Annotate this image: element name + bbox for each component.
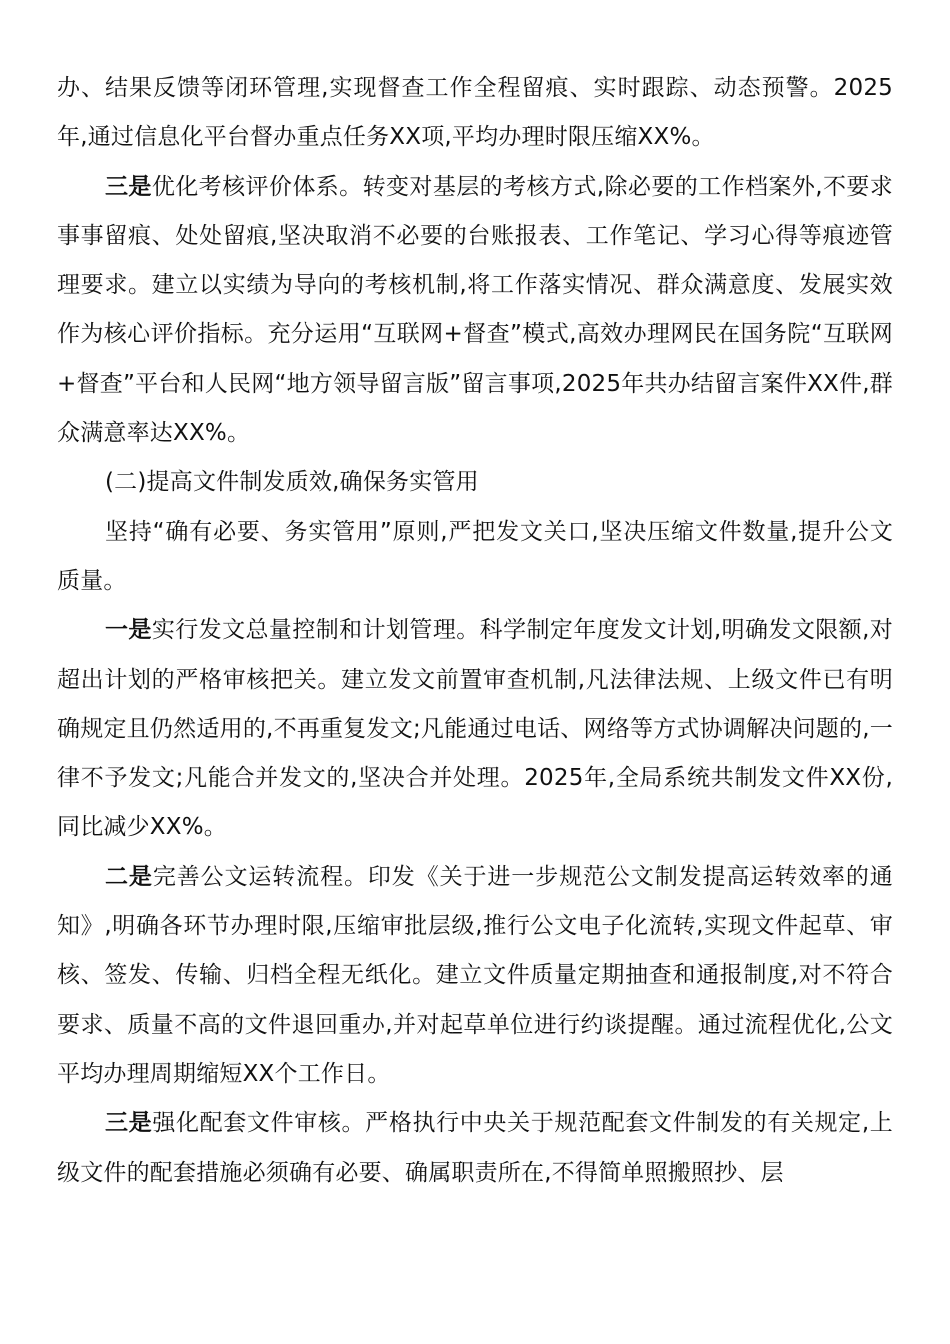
- section-heading-text: (二)提高文件制发质效,确保务实管用: [105, 469, 479, 496]
- document-page: [57, 64, 893, 1198]
- paragraph-lead: 三是: [105, 173, 152, 200]
- paragraph-continuation: [57, 64, 893, 163]
- paragraph-lead: 二是: [105, 863, 153, 890]
- paragraph-lead: 三是: [105, 1110, 153, 1137]
- paragraph-item-workflow: [57, 853, 893, 1099]
- paragraph-text: 坚持“确有必要、务实管用”原则,严把发文关口,坚决压缩文件数量,提升公文质量。: [57, 518, 893, 594]
- paragraph-text: 强化配套文件审核。严格执行中央关于规范配套文件制发的有关规定,上级文件的配套措施必须确有必要、确属职责所在,不得简单照搬照抄、层: [57, 1110, 893, 1186]
- paragraph-item-optimize-evaluation: [57, 163, 893, 459]
- paragraph-text: 优化考核评价体系。转变对基层的考核方式,除必要的工作档案外,不要求事事留痕、处处留痕,坚决取消不必要的台账报表、工作笔记、学习心得等痕迹管理要求。建立以实绩为导向的考核机制,将工作落实情况、群众满意度、发展实效作为核心评价指标。充分运用“互联网+督查”模式,高效办理网民在国务院“互联网+督查”平台和人民网“地方领导留言版”留言事项,2025年共办结留言案件XX件,群众满意率达XX%。: [57, 173, 893, 447]
- section-heading: [57, 458, 893, 507]
- paragraph-text: 办、结果反馈等闭环管理,实现督查工作全程留痕、实时跟踪、动态预警。2025年,通过信息化平台督办重点任务XX项,平均办理时限压缩XX%。: [57, 75, 893, 151]
- paragraph-text: 完善公文运转流程。印发《关于进一步规范公文制发提高运转效率的通知》,明确各环节办理时限,压缩审批层级,推行公文电子化流转,实现文件起草、审核、签发、传输、归档全程无纸化。建立文件质量定期抽查和通报制度,对不符合要求、质量不高的文件退回重办,并对起草单位进行约谈提醒。通过流程优化,公文平均办理周期缩短XX个工作日。: [57, 863, 894, 1087]
- paragraph-item-supporting-docs: [57, 1099, 893, 1198]
- paragraph-lead: 一是: [105, 617, 152, 644]
- paragraph-intro: [57, 508, 893, 607]
- paragraph-text: 实行发文总量控制和计划管理。科学制定年度发文计划,明确发文限额,对超出计划的严格审核把关。建立发文前置审查机制,凡法律法规、上级文件已有明确规定且仍然适用的,不再重复发文;凡能通过电话、网络等方式协调解决问题的,一律不予发文;凡能合并发文的,坚决合并处理。2025年,全局系统共制发文件XX份,同比减少XX%。: [57, 617, 893, 841]
- paragraph-item-issuance-control: [57, 606, 893, 852]
